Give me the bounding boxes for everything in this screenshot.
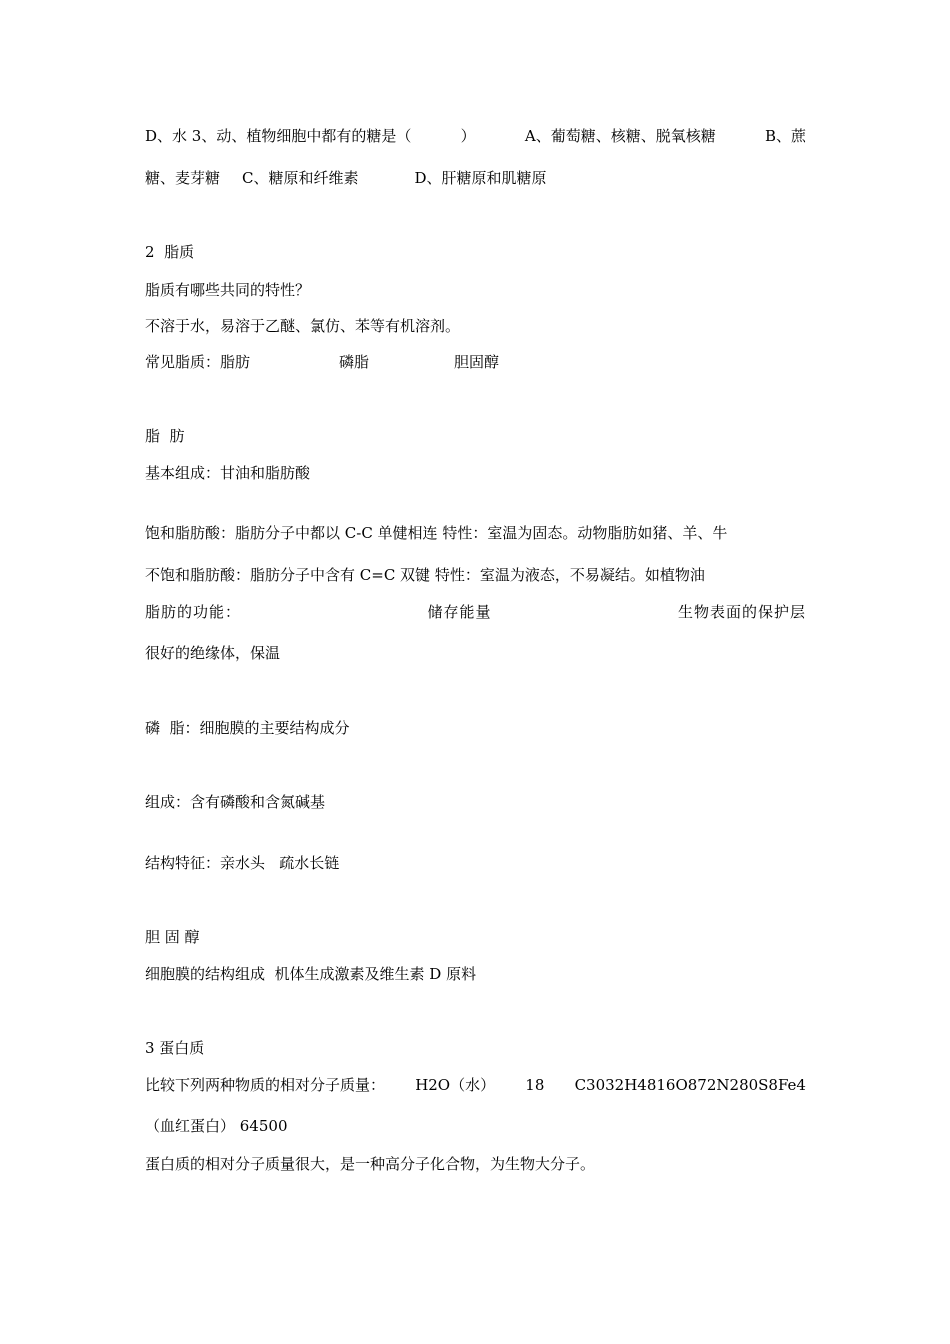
option-c: C、糖原和纤维素	[242, 169, 359, 187]
common-lipids-phospholipid: 磷脂	[339, 353, 370, 371]
hemoglobin-mass: （血红蛋白） 64500	[145, 1117, 288, 1135]
question-3-paren-close: ）	[460, 127, 476, 145]
hemoglobin-formula: C3032H4816O872N280S8Fe4	[574, 1076, 806, 1094]
question-3-stem: D、水 3、动、植物细胞中都有的糖是（	[145, 127, 412, 145]
common-lipids-fat: 常见脂质：脂肪	[145, 353, 251, 371]
fat-function-insulation: 很好的绝缘体，保温	[145, 644, 281, 662]
section-3-heading: 3 蛋白质	[145, 1039, 205, 1057]
cholesterol-heading: 胆 固 醇	[145, 928, 200, 946]
phospholipid-structure: 结构特征：亲水头 疏水长链	[145, 854, 340, 872]
fat-function-line	[145, 602, 806, 622]
option-d: D、肝糖原和肌糖原	[414, 169, 547, 187]
option-b-start: B、蔗	[764, 127, 806, 145]
phospholipid-heading: 磷 脂：细胞膜的主要结构成分	[145, 719, 350, 737]
fat-function-label: 脂肪的功能：	[145, 603, 242, 621]
common-lipids-line	[145, 352, 499, 372]
option-b-end: 糖、麦芽糖	[145, 169, 221, 187]
common-lipids-cholesterol: 胆固醇	[454, 353, 500, 371]
fat-composition: 基本组成：甘油和脂肪酸	[145, 464, 311, 482]
water-mass: 18	[525, 1076, 545, 1094]
molecular-mass-compare	[145, 1075, 806, 1095]
lipid-property: 不溶于水，易溶于乙醚、氯仿、苯等有机溶剂。	[145, 317, 461, 335]
saturated-fatty-acid: 饱和脂肪酸：脂肪分子中都以 C-C 单健相连 特性：室温为固态。动物脂肪如猪、羊、牛	[145, 524, 728, 542]
lipid-question: 脂质有哪些共同的特性？	[145, 281, 311, 299]
question-3-line-2	[145, 168, 547, 188]
cholesterol-description: 细胞膜的结构组成 机体生成激素及维生素 D 原料	[145, 965, 477, 983]
option-a: A、葡萄糖、核糖、脱氧核糖	[524, 127, 716, 145]
unsaturated-fatty-acid: 不饱和脂肪酸：脂肪分子中含有 C=C 双键 特性：室温为液态，不易凝结。如植物油	[145, 566, 705, 584]
water-formula: H2O（水）	[415, 1076, 496, 1094]
compare-label: 比较下列两种物质的相对分子质量：	[145, 1076, 386, 1094]
question-3-line-1	[145, 126, 806, 146]
phospholipid-composition: 组成：含有磷酸和含氮碱基	[145, 793, 326, 811]
fat-heading: 脂 肪	[145, 427, 185, 445]
fat-function-protect: 生物表面的保护层	[677, 603, 806, 621]
protein-conclusion: 蛋白质的相对分子质量很大，是一种高分子化合物，为生物大分子。	[145, 1155, 596, 1173]
fat-function-energy: 储存能量	[427, 603, 492, 621]
section-2-heading: 2 脂质	[145, 243, 195, 261]
